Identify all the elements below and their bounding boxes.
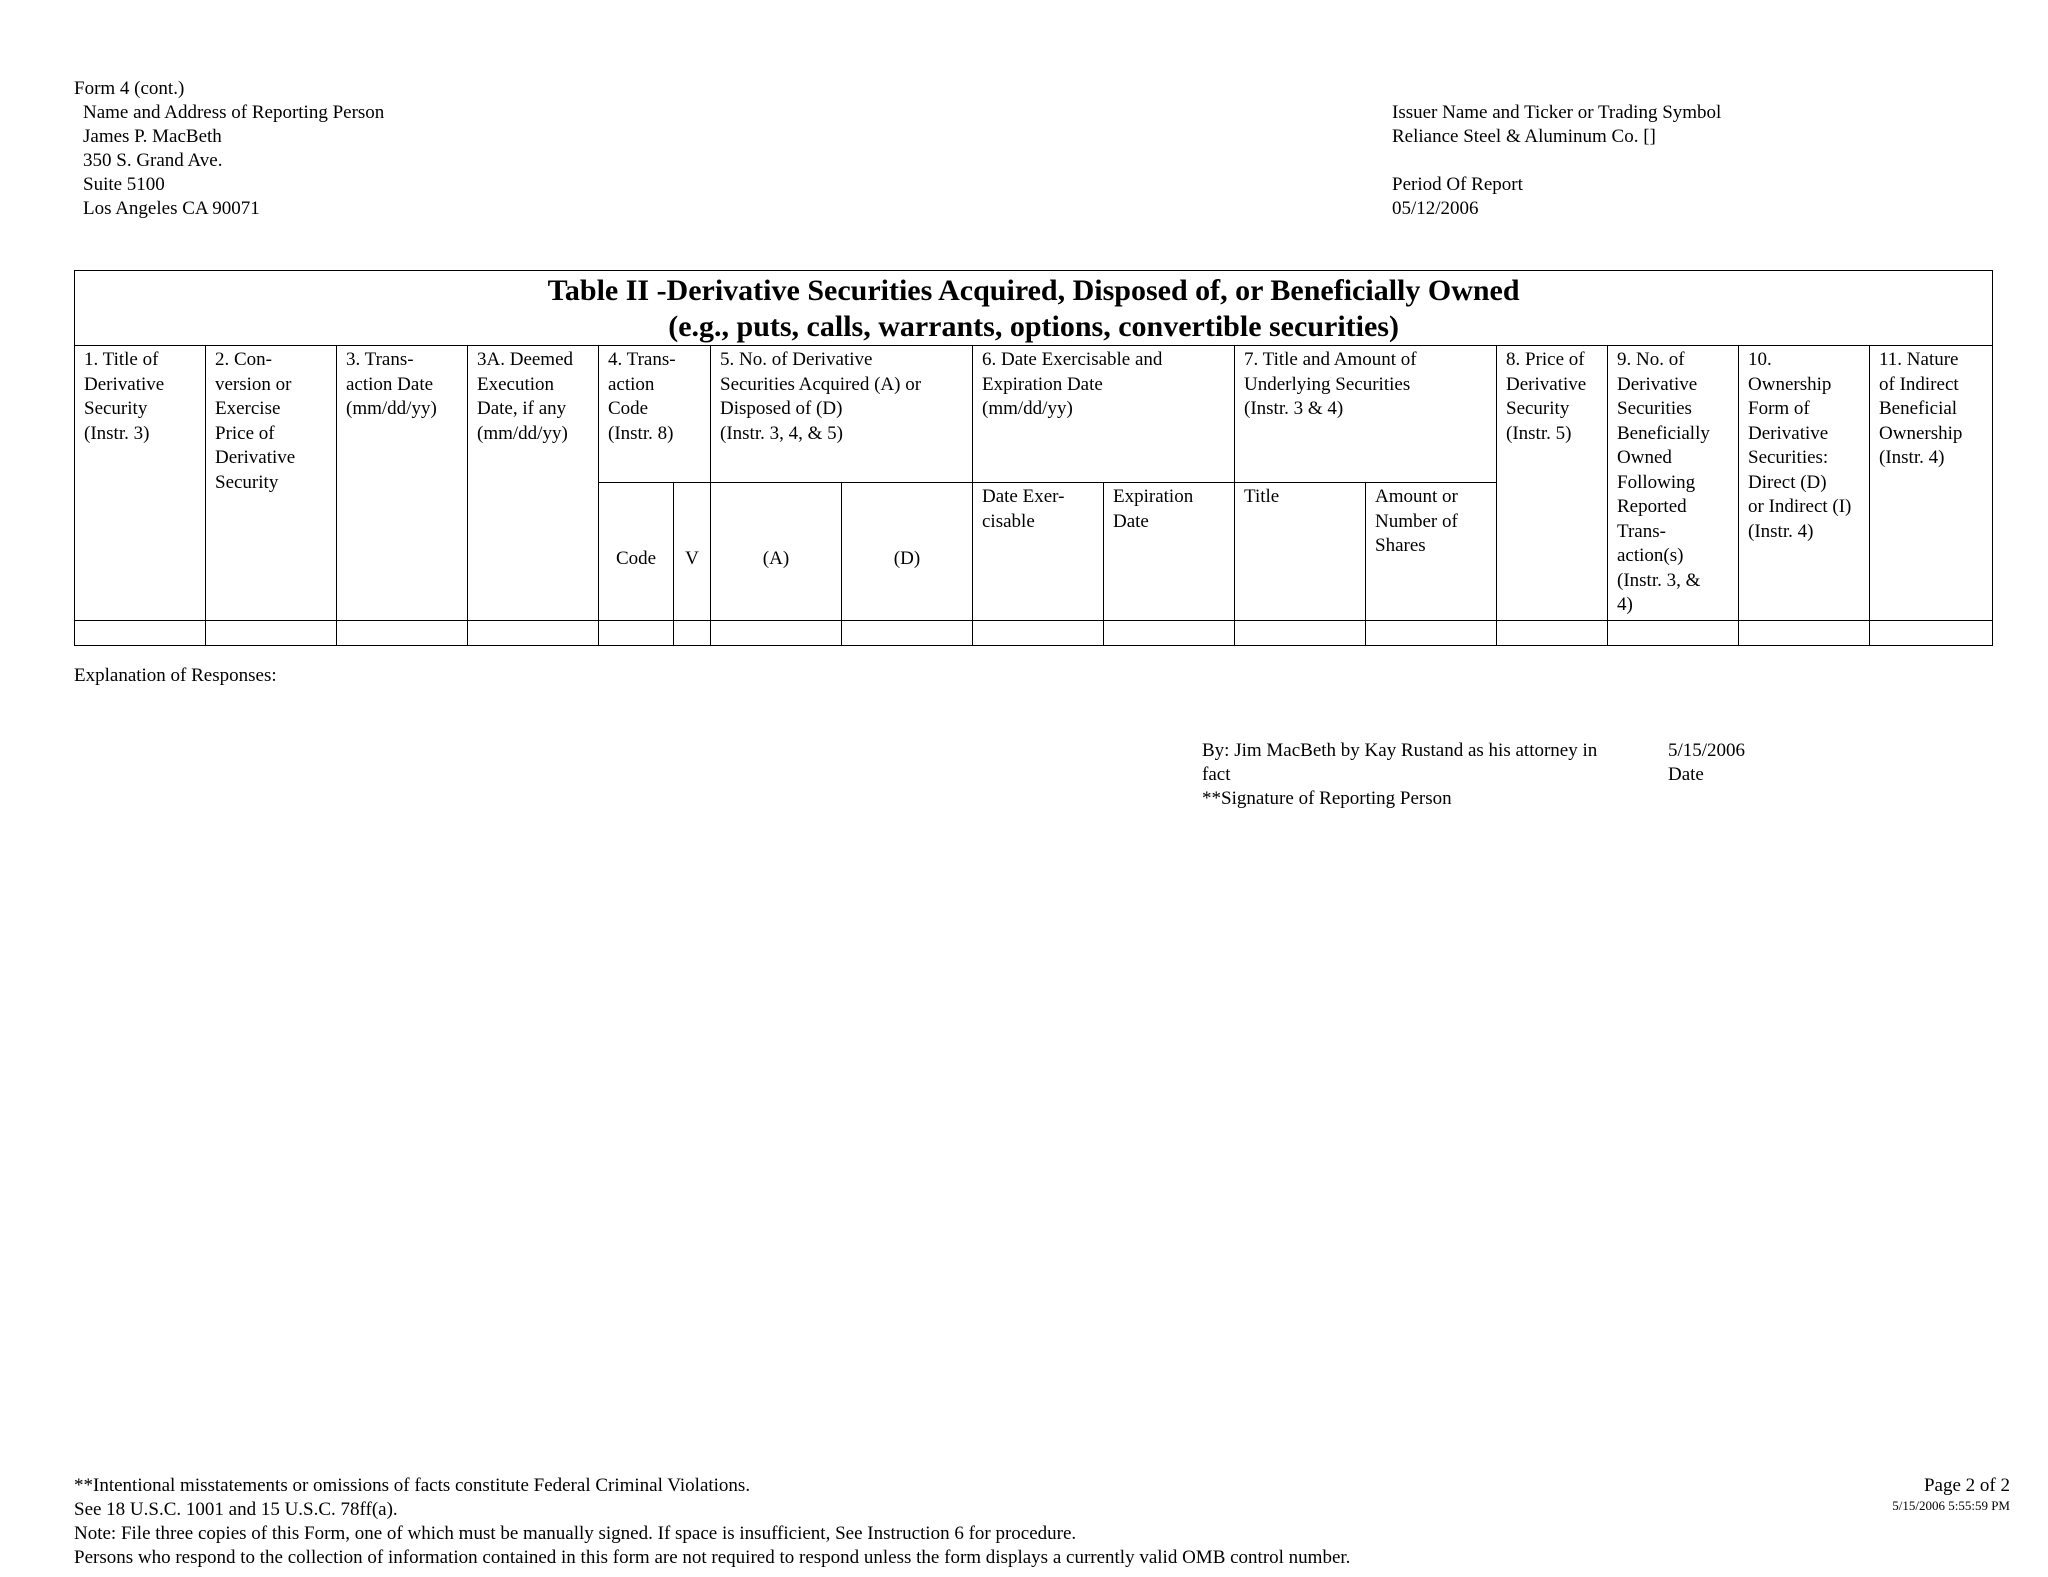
table-cell [1497, 620, 1608, 645]
header-title-of-derivative-security: 1. Title of Derivative Security (Instr. 3) [75, 346, 206, 621]
signature-date-block [1668, 739, 1745, 787]
footer-timestamp: 5/15/2006 5:55:59 PM [1892, 1498, 2010, 1513]
header-deemed-execution-date: 3A. Deemed Execution Date, if any (mm/dd/yy) [468, 346, 599, 621]
derivative-securities-table [74, 270, 1993, 646]
footer-line1: **Intentional misstatements or omissions of facts constitute Federal Criminal Violations. [74, 1475, 751, 1496]
table-cell [468, 620, 599, 645]
reporting-person-address-line1: 350 S. Grand Ave. [83, 150, 223, 171]
signature-by-line2: fact [1202, 764, 1231, 785]
table-cell [206, 620, 337, 645]
footer-line2: See 18 U.S.C. 1001 and 15 U.S.C. 78ff(a). [74, 1499, 398, 1520]
table-cell [973, 620, 1104, 645]
table-title-line2: (e.g., puts, calls, warrants, options, convertible securities) [668, 310, 1399, 343]
footer-notes [74, 1474, 1350, 1570]
signature-date-label: Date [1668, 764, 1704, 785]
period-heading: Period Of Report [1392, 174, 1523, 195]
header-transaction-date: 3. Trans- action Date (mm/dd/yy) [337, 346, 468, 621]
issuer-block [1392, 101, 1721, 221]
subheader-disposed: (D) [842, 483, 973, 620]
header-number-of-derivative-securities: 5. No. of Derivative Securities Acquired (A) or Disposed of (D) (Instr. 3, 4, & 5) [711, 346, 973, 483]
period-value: 05/12/2006 [1392, 198, 1479, 219]
signature-block [1202, 739, 1597, 811]
form-continued-label: Form 4 (cont.) [74, 78, 185, 99]
subheader-code: Code [599, 483, 674, 620]
reporting-person-heading: Name and Address of Reporting Person [83, 102, 385, 123]
issuer-heading: Issuer Name and Ticker or Trading Symbol [1392, 102, 1722, 123]
table-cell [711, 620, 842, 645]
table-cell [674, 620, 711, 645]
signature-label: **Signature of Reporting Person [1202, 788, 1452, 809]
header-date-exercisable-expiration: 6. Date Exercisable and Expiration Date (mm/dd/yy) [973, 346, 1235, 483]
reporting-person-address-line2: Suite 5100 [83, 174, 165, 195]
footer-line3: Note: File three copies of this Form, one of which must be manually signed. If space is insufficient, See Instruction 6 for procedure. [74, 1523, 1077, 1544]
table-row [75, 620, 1993, 645]
signature-by-line1: By: Jim MacBeth by Kay Rustand as his attorney in [1202, 740, 1598, 761]
reporting-person-address-line3: Los Angeles CA 90071 [83, 198, 260, 219]
reporting-person-block [74, 77, 384, 221]
table-cell [1608, 620, 1739, 645]
reporting-person-name: James P. MacBeth [83, 126, 222, 147]
footer-line4: Persons who respond to the collection of information contained in this form are not required to respond unless the form displays a currently valid OMB control number. [74, 1547, 1351, 1568]
subheader-date-exercisable: Date Exer- cisable [973, 483, 1104, 620]
signature-date-value: 5/15/2006 [1668, 740, 1746, 761]
header-conversion-price: 2. Con- version or Exercise Price of Derivative Security [206, 346, 337, 621]
table-cell [337, 620, 468, 645]
issuer-name: Reliance Steel & Aluminum Co. [] [1392, 126, 1656, 147]
table-cell [1104, 620, 1235, 645]
table-cell [842, 620, 973, 645]
footer-page-block [1892, 1474, 2010, 1514]
header-transaction-code: 4. Trans- action Code (Instr. 8) [599, 346, 711, 483]
table-cell [1870, 620, 1993, 645]
header-underlying-securities: 7. Title and Amount of Underlying Securities (Instr. 3 & 4) [1235, 346, 1497, 483]
subheader-v: V [674, 483, 711, 620]
header-price-of-derivative: 8. Price of Derivative Security (Instr. 5) [1497, 346, 1608, 621]
table-title-line1: Table II -Derivative Securities Acquired, Disposed of, or Beneficially Owned [547, 274, 1520, 307]
explanation-heading: Explanation of Responses: [74, 665, 277, 686]
header-ownership-form: 10. Ownership Form of Derivative Securities: Direct (D) or Indirect (I) (Instr. 4) [1739, 346, 1870, 621]
subheader-acquired: (A) [711, 483, 842, 620]
subheader-title: Title [1235, 483, 1366, 620]
header-securities-beneficially-owned: 9. No. of Derivative Securities Beneficially Owned Following Reported Trans- action(s) (Instr. 3, & 4) [1608, 346, 1739, 621]
subheader-expiration-date: Expiration Date [1104, 483, 1235, 620]
header-nature-of-indirect-ownership: 11. Nature of Indirect Beneficial Ownership (Instr. 4) [1870, 346, 1993, 621]
table-cell [1235, 620, 1366, 645]
table-cell [599, 620, 674, 645]
table-cell [1366, 620, 1497, 645]
page-number: Page 2 of 2 [1923, 1475, 2010, 1496]
table-cell [75, 620, 206, 645]
subheader-amount-of-shares: Amount or Number of Shares [1366, 483, 1497, 620]
table-title [75, 271, 1993, 346]
table-cell [1739, 620, 1870, 645]
